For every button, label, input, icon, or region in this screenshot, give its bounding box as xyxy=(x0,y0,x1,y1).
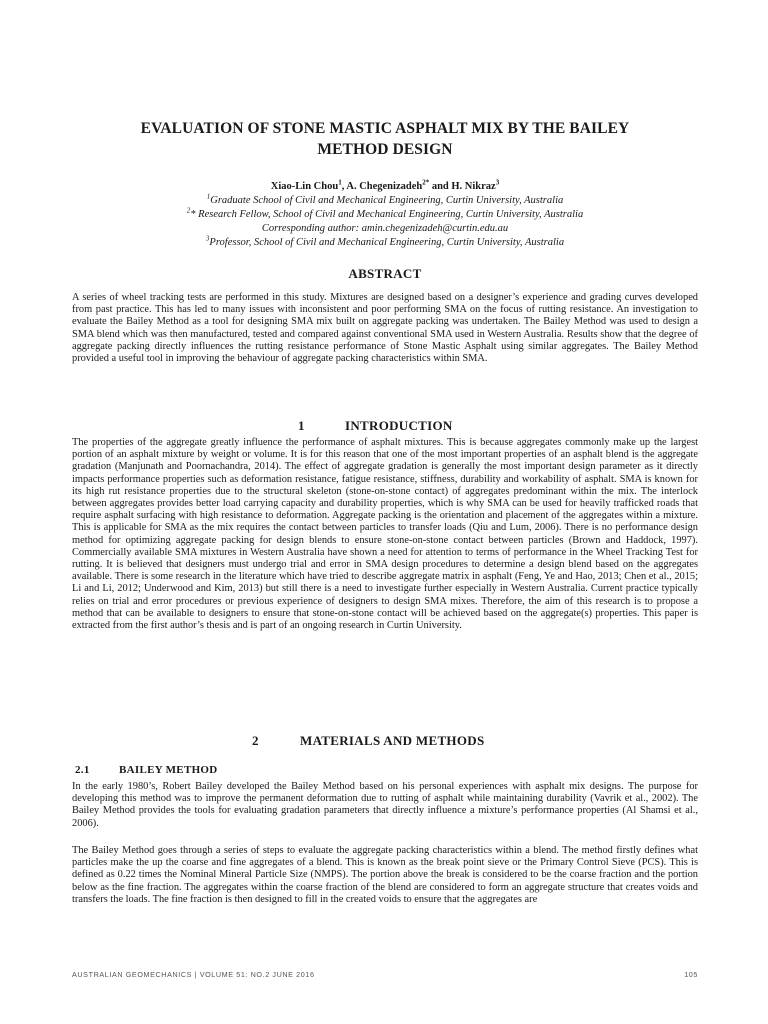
author-3-sup: 3 xyxy=(495,178,500,187)
author-2-sup: 2* xyxy=(422,178,430,187)
aff-2-sup: 2 xyxy=(186,206,191,215)
bailey-paragraph-2: The Bailey Method goes through a series of steps to evaluate the aggregate packing characteristics within a blend. The method firstly defines what particles make the up the coarse and fine aggregates of a blend. This is known as the break point sieve or the Primary Control Sieve (PCS). This is defined as 0.22 times the Nominal Mineral Particle Size (NMPS). The portion above the break is considered to be the coarse fraction and the portion below as the fine fraction. The aggregates within the coarse fraction of the blend are considered to form an aggregate structure that creates voids and transfers the loads. The fine fraction is then designed to fill in the created voids to ensure that the aggregates are xyxy=(72,845,698,905)
abstract-text: A series of wheel tracking tests are performed in this study. Mixtures are designed based on a designer’s experience and grading curves developed from past practice. This has led to many issues with inconsistent and poor performing SMA on the focus of rutting resistance. An investigation to evaluate the Bailey Method as a tool for designing SMA mix built on aggregate packing was undertaken. The Bailey Method was used to design a SMA blend which was then manufactured, tested and compared against conventional SMA used in Western Australia. Results show that the degree of aggregate packing directly influences the rutting resistance performance of Stone Mastic Asphalt using similar aggregates. The Bailey Method provided a useful tool in improving the behaviour of aggregate packing characteristics within SMA. xyxy=(72,292,698,365)
abstract-section xyxy=(72,266,698,282)
affiliation-2 xyxy=(72,208,698,222)
author-2: , A. Chegenizadeh xyxy=(341,181,423,192)
page-number: 105 xyxy=(684,970,698,979)
affiliation-1 xyxy=(72,194,698,208)
corresponding-author: Corresponding author: amin.chegenizadeh@curtin.edu.au xyxy=(261,223,509,234)
author-3: and H. Nikraz xyxy=(429,181,496,192)
introduction-text: The properties of the aggregate greatly influence the performance of asphalt mixtures. This is because aggregates commonly make up the largest portion of an asphalt mixture by weight or volume. It is for this reason that one of the most important properties of an asphalt blend is the aggregate gradation (Manjunath and Poornachandra, 2014). The effect of aggregate gradation is generally the most important design parameter as it directly impacts performance properties such as deformation resistance, fatigue resistance, stiffness, durability and workability of asphalt. SMA is known for its high rut resistance properties due to the structural skeleton (stone-on-stone contact) of aggregates predominant within the mix. The interlock between aggregates provides better load carrying capacity and durability properties, which is why SMA can be used for heavily trafficked roads that require asphalt surfacing with high resistance to deformation. Aggregate packing is the orientation and placement of the aggregates within a mixture. This is applicable for SMA as the mix requires the contact between particles to transfer loads (Qiu and Lum, 2006). There is no performance design method for optimizing aggregate packing for design blends to ensure stone-on-stone contact between particles (Brown and Haddock, 1997). Commercially available SMA mixtures in Western Australia have shown a need for attention to terms of performance in the Wheel Tracking Test for rutting. It is believed that designers must undergo trial and error in SMA design procedures to determine a design blend based on the aggregates available. There is some research in the literature which have tried to describe aggregate matrix in asphalt (Feng, Ye and Hao, 2013; Chen et al., 2015; Li and Li, 2012; Underwood and Kim, 2013) but still there is a need to investigate further especially in Western Australia. Current practice typically relies on trial and error procedures or previous experience of designers to design SMA mixes. Therefore, the aim of this research is to propose a method that can be available to designers to ensure that stone-on-stone contact will be achieved based on the aggregate(s) properties. This paper is extracted from the first author’s thesis and is part of an ongoing research in Curtin University. xyxy=(72,437,698,632)
aff-1-sup: 1 xyxy=(206,192,211,201)
abstract-heading: ABSTRACT xyxy=(348,266,422,281)
subsection-2-1-number: 2.1 xyxy=(75,764,90,776)
affiliation-3 xyxy=(72,236,698,250)
author-1-sup: 1 xyxy=(338,178,342,187)
aff-3-text: Professor, School of Civil and Mechanical Engineering, Curtin University, Australia xyxy=(209,237,565,248)
paper-title xyxy=(72,118,698,160)
bailey-paragraph-1: In the early 1980’s, Robert Bailey developed the Bailey Method based on his personal experiences with asphalt mix designs. The purpose for developing this method was to improve the permanent deformation due to rutting of asphalt while maintaining durability (Vavrik et al., 2002). The Bailey Method provides the tools for evaluating gradation parameters that directly influence a mixture’s performance properties (Al Shamsi et al., 2006). xyxy=(72,781,698,829)
title-line-1: EVALUATION OF STONE MASTIC ASPHALT MIX BY THE BAILEY xyxy=(140,120,630,137)
section-2-title: MATERIALS AND METHODS xyxy=(300,733,485,748)
author-block xyxy=(72,180,698,250)
aff-3-sup: 3 xyxy=(205,234,210,243)
aff-1-text: Graduate School of Civil and Mechanical Engineering, Curtin University, Australia xyxy=(210,195,564,206)
title-line-2: METHOD DESIGN xyxy=(317,141,453,158)
section-1-number: 1 xyxy=(298,418,305,433)
author-1: Xiao-Lin Chou xyxy=(270,181,339,192)
journal-info: AUSTRALIAN GEOMECHANICS | VOLUME 51: NO.2 JUNE 2016 xyxy=(72,970,315,979)
aff-2-text: * Research Fellow, School of Civil and Mechanical Engineering, Curtin University, Australia xyxy=(190,209,584,220)
section-1-title: INTRODUCTION xyxy=(345,418,453,433)
section-2-number: 2 xyxy=(252,733,259,748)
subsection-2-1-title: BAILEY METHOD xyxy=(119,764,218,776)
author-names xyxy=(72,180,698,194)
